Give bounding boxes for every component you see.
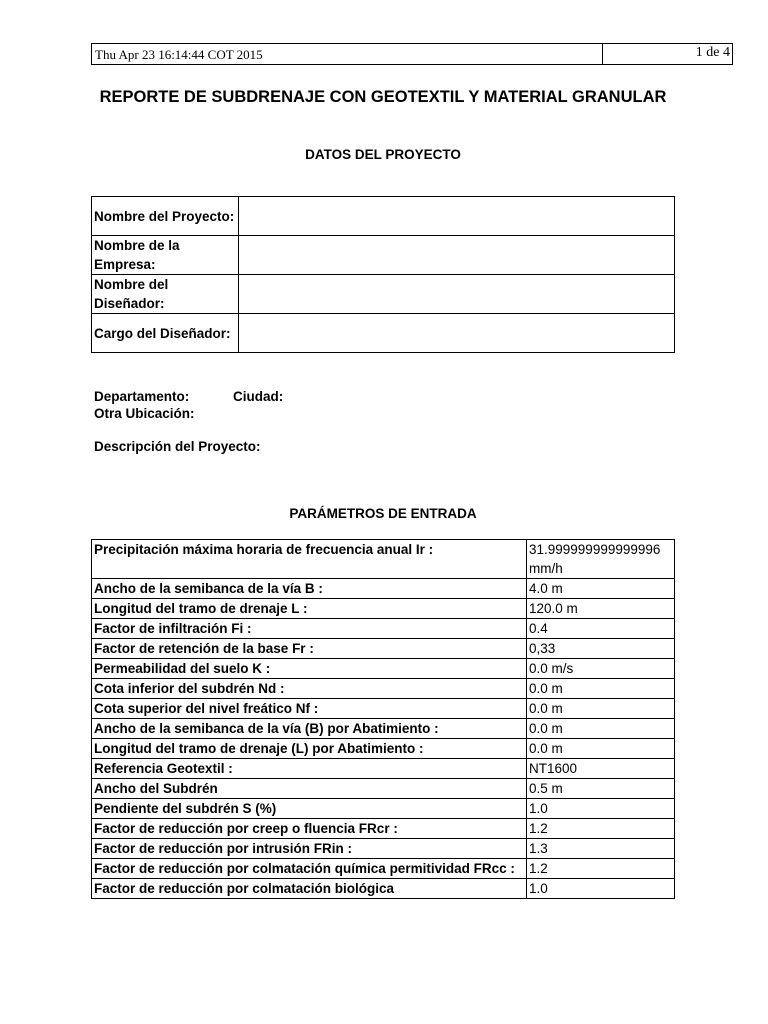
param-label: Precipitación máxima horaria de frecuencia anual Ir :	[92, 540, 527, 579]
param-value: 0.0 m	[527, 739, 675, 759]
param-label: Factor de reducción por creep o fluencia FRcr :	[92, 819, 527, 839]
param-label: Pendiente del subdrén S (%)	[92, 799, 527, 819]
param-label: Ancho de la semibanca de la vía (B) por Abatimiento :	[92, 719, 527, 739]
row-value	[239, 236, 675, 275]
param-value: 0.0 m	[527, 679, 675, 699]
table-row	[92, 599, 675, 619]
table-row	[92, 879, 675, 899]
table-row	[92, 540, 675, 579]
row-value	[239, 275, 675, 314]
table-row	[92, 839, 675, 859]
param-label: Ancho del Subdrén	[92, 779, 527, 799]
row-label: Nombre del Proyecto:	[92, 197, 239, 236]
param-label: Longitud del tramo de drenaje L :	[92, 599, 527, 619]
param-value: 1.3	[527, 839, 675, 859]
report-date: Thu Apr 23 16:14:44 COT 2015	[92, 44, 603, 64]
param-value: 4.0 m	[527, 579, 675, 599]
param-value: 0.5 m	[527, 779, 675, 799]
table-row	[92, 639, 675, 659]
table-row	[92, 619, 675, 639]
param-label: Permeabilidad del suelo K :	[92, 659, 527, 679]
departamento-label: Departamento:	[94, 389, 190, 404]
row-value	[239, 197, 675, 236]
table-row	[92, 314, 675, 353]
param-label: Factor de infiltración Fi :	[92, 619, 527, 639]
report-header	[91, 43, 733, 65]
descripcion-label: Descripción del Proyecto:	[94, 439, 261, 454]
report-title: REPORTE DE SUBDRENAJE CON GEOTEXTIL Y MATERIAL GRANULAR	[99, 88, 667, 106]
row-label: Nombre del Diseñador:	[92, 275, 239, 314]
param-value: 1.2	[527, 859, 675, 879]
param-label: Longitud del tramo de drenaje (L) por Abatimiento :	[92, 739, 527, 759]
table-row	[92, 859, 675, 879]
param-label: Cota superior del nivel freático Nf :	[92, 699, 527, 719]
param-value: 0.4	[527, 619, 675, 639]
table-row	[92, 659, 675, 679]
otra-ubicacion-label: Otra Ubicación:	[94, 406, 195, 421]
project-section-heading: DATOS DEL PROYECTO	[305, 147, 461, 162]
table-row	[92, 819, 675, 839]
input-parameters-table	[91, 539, 675, 899]
row-value	[239, 314, 675, 353]
table-row	[92, 197, 675, 236]
table-row	[92, 699, 675, 719]
param-value: 120.0 m	[527, 599, 675, 619]
row-label: Cargo del Diseñador:	[92, 314, 239, 353]
param-value: 0.0 m/s	[527, 659, 675, 679]
params-section-heading: PARÁMETROS DE ENTRADA	[289, 506, 477, 521]
table-row	[92, 799, 675, 819]
param-value: 1.0	[527, 879, 675, 899]
param-value: 1.0	[527, 799, 675, 819]
table-row	[92, 739, 675, 759]
table-row	[92, 275, 675, 314]
table-row	[92, 236, 675, 275]
param-label: Cota inferior del subdrén Nd :	[92, 679, 527, 699]
table-row	[92, 679, 675, 699]
param-label: Factor de retención de la base Fr :	[92, 639, 527, 659]
table-row	[92, 759, 675, 779]
param-value: 0.0 m	[527, 699, 675, 719]
param-value: 0.0 m	[527, 719, 675, 739]
project-data-table	[91, 196, 675, 353]
param-label: Factor de reducción por intrusión FRin :	[92, 839, 527, 859]
param-value: 0,33	[527, 639, 675, 659]
table-row	[92, 719, 675, 739]
param-label: Ancho de la semibanca de la vía B :	[92, 579, 527, 599]
row-label: Nombre de la Empresa:	[92, 236, 239, 275]
page-number: 1 de 4	[695, 45, 730, 60]
param-label: Referencia Geotextil :	[92, 759, 527, 779]
param-value: 31.999999999999996 mm/h	[527, 540, 675, 579]
ciudad-label: Ciudad:	[233, 389, 284, 404]
table-row	[92, 579, 675, 599]
param-value: 1.2	[527, 819, 675, 839]
param-value: NT1600	[527, 759, 675, 779]
table-row	[92, 779, 675, 799]
param-label: Factor de reducción por colmatación biológica	[92, 879, 527, 899]
param-label: Factor de reducción por colmatación química permitividad FRcc :	[92, 859, 527, 879]
